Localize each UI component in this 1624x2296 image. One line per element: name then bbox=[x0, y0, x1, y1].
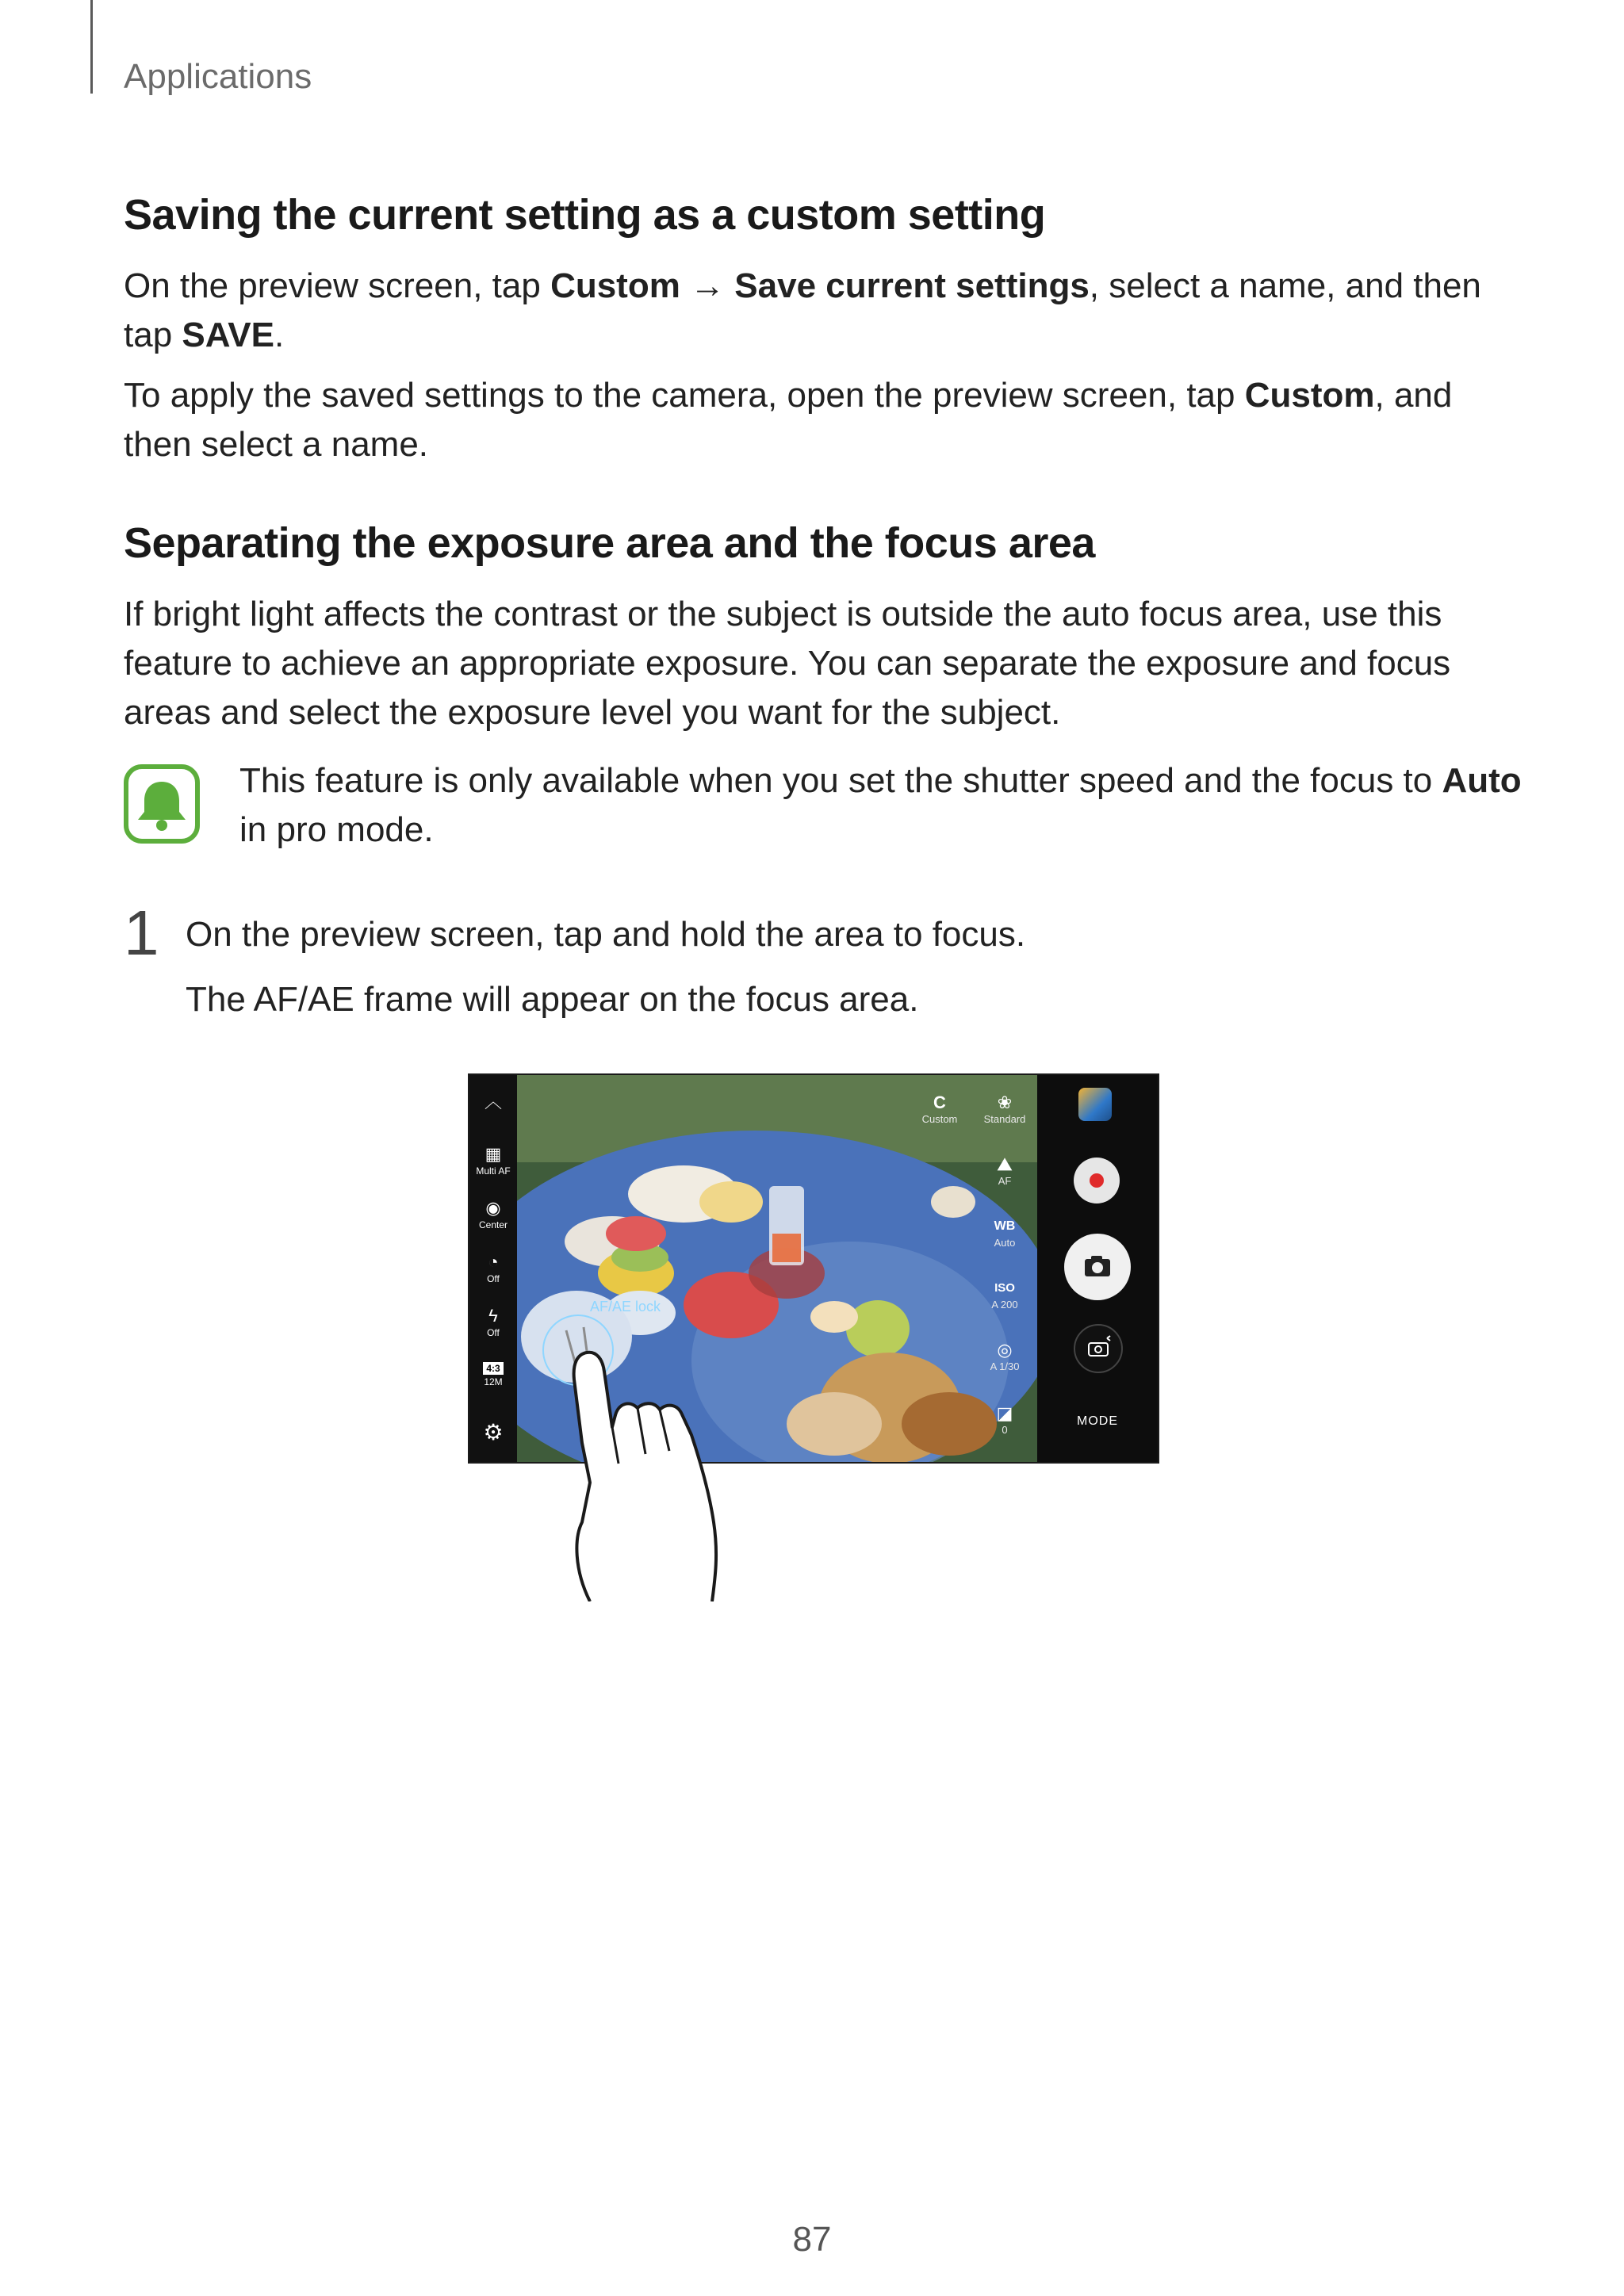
shutter-button[interactable] bbox=[1064, 1234, 1131, 1300]
record-button[interactable] bbox=[1074, 1158, 1120, 1203]
exposure-icon: ◪ bbox=[996, 1403, 1013, 1423]
metering-icon: ◉ bbox=[485, 1198, 501, 1218]
mountain-icon: ⛰ bbox=[997, 1154, 1013, 1174]
section-label: Applications bbox=[124, 57, 312, 96]
aperture-icon: ◎ bbox=[997, 1340, 1013, 1360]
bell-icon bbox=[124, 764, 200, 844]
section1-para1: On the preview screen, tap Custom → Save current settings, select a name, and then tap SAVE. bbox=[124, 266, 1481, 354]
step-text: On the preview screen, tap and hold the area to focus. bbox=[186, 915, 1026, 954]
step-subtext: The AF/AE frame will appear on the focus area. bbox=[186, 980, 919, 1019]
camera-left-toolbar bbox=[469, 1075, 517, 1462]
custom-button[interactable]: C Custom bbox=[914, 1093, 966, 1126]
step-number: 1 bbox=[124, 897, 159, 968]
section2-title: Separating the exposure area and the focus area bbox=[124, 519, 1095, 567]
mode-button[interactable]: MODE bbox=[1077, 1414, 1118, 1428]
gallery-thumbnail[interactable] bbox=[1078, 1088, 1112, 1121]
flash-off-icon: ϟ bbox=[488, 1306, 498, 1326]
wb-button[interactable]: WB Auto bbox=[979, 1216, 1031, 1249]
timer-button[interactable]: ◔ Off bbox=[469, 1253, 517, 1284]
timer-icon: ◔ bbox=[488, 1252, 499, 1272]
multi-af-icon: ▦ bbox=[485, 1144, 502, 1164]
gear-icon[interactable]: ⚙ bbox=[483, 1420, 504, 1445]
custom-icon: C bbox=[933, 1093, 946, 1112]
wb-icon: WB bbox=[994, 1219, 1016, 1233]
record-icon bbox=[1090, 1173, 1104, 1188]
tap-hand-icon bbox=[566, 1284, 749, 1601]
flash-button[interactable]: ϟ Off bbox=[469, 1307, 517, 1338]
multi-af-button[interactable]: ▦ Multi AF bbox=[469, 1145, 517, 1177]
iso-icon: ISO bbox=[994, 1281, 1015, 1295]
palette-icon: ❀ bbox=[997, 1093, 1013, 1112]
camera-icon bbox=[1064, 1234, 1131, 1300]
standard-button[interactable]: ❀ Standard bbox=[979, 1093, 1031, 1126]
switch-camera-button[interactable] bbox=[1074, 1324, 1123, 1373]
section1-para2: To apply the saved settings to the camera, open the preview screen, tap Custom, and then select a name. bbox=[124, 376, 1453, 464]
shutter-speed-button[interactable]: ◎ A 1/30 bbox=[979, 1340, 1031, 1373]
exposure-button[interactable]: ◪ 0 bbox=[979, 1403, 1031, 1437]
af-ae-lock-label: AF/AE lock bbox=[590, 1299, 661, 1314]
iso-button[interactable]: ISO A 200 bbox=[979, 1278, 1031, 1311]
switch-camera-icon bbox=[1075, 1326, 1121, 1372]
ratio-button[interactable]: 4:3 12M bbox=[484, 1363, 503, 1387]
af-button[interactable]: ⛰ AF bbox=[979, 1154, 1031, 1188]
camera-right-toolbar bbox=[1037, 1075, 1158, 1462]
section1-title: Saving the current setting as a custom setting bbox=[124, 191, 1046, 239]
page-number: 87 bbox=[792, 2220, 832, 2259]
note-text: This feature is only available when you set the shutter speed and the focus to Auto in pro mode. bbox=[239, 761, 1522, 849]
chevron-up-icon[interactable]: ︿ bbox=[484, 1092, 502, 1112]
header-rule bbox=[90, 0, 93, 94]
ratio-icon: 4:3 bbox=[483, 1362, 504, 1375]
section2-para1: If bright light affects the contrast or the subject is outside the auto focus area, use this feature to achieve an appropriate exposure. You can separate the exposure and focus areas and select the exposure level you want for the subject. bbox=[124, 595, 1451, 732]
metering-button[interactable]: ◉ Center bbox=[469, 1199, 517, 1230]
